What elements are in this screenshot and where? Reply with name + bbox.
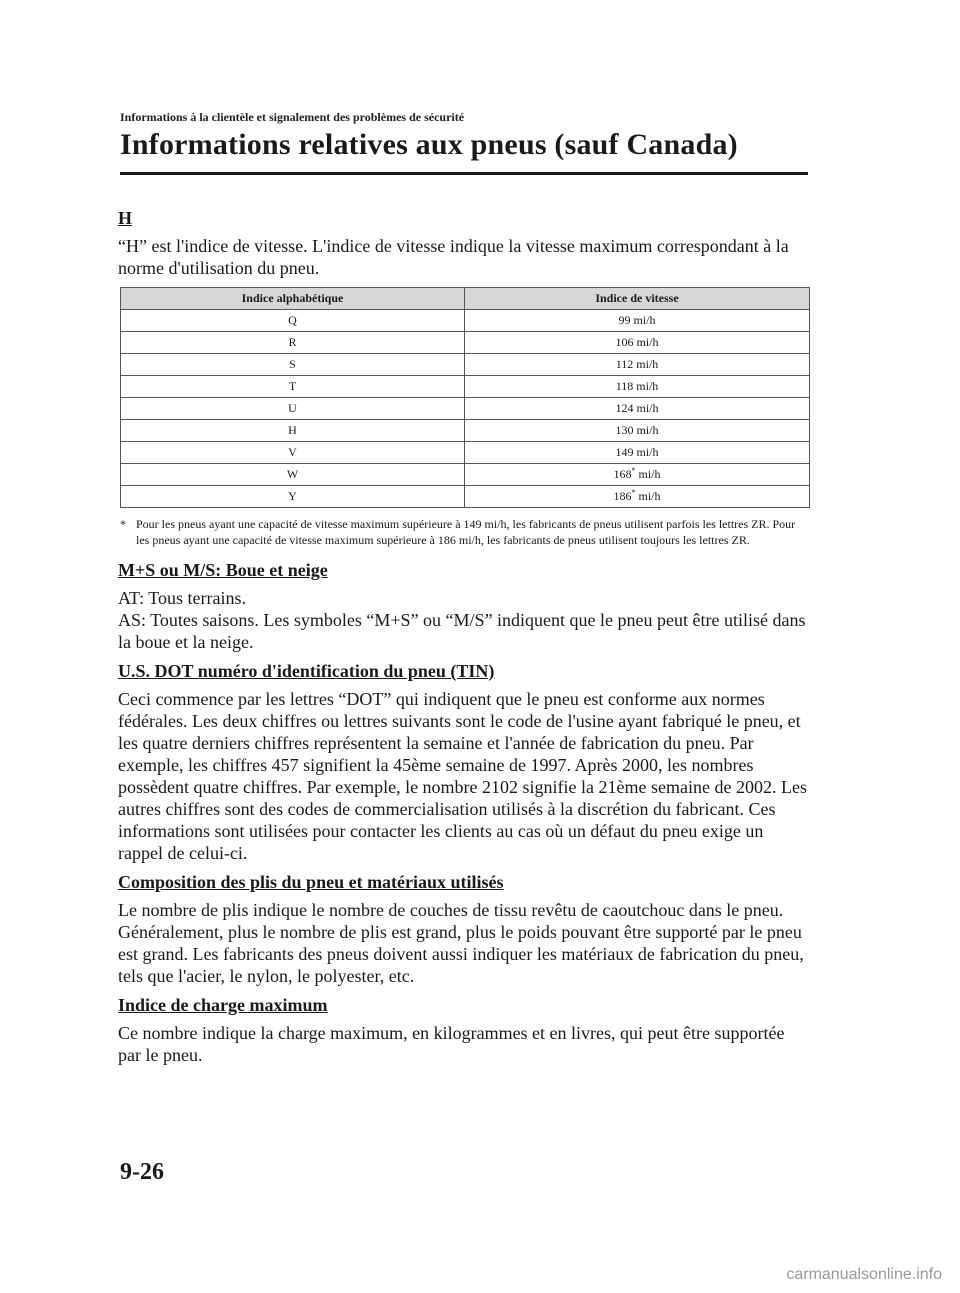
- table-row: [121, 376, 810, 398]
- table-row: [121, 442, 810, 464]
- page-content: [118, 208, 808, 1074]
- table-row: [121, 332, 810, 354]
- table-cell-speed: 149 mi/h: [465, 442, 810, 464]
- speed-value: 186: [613, 489, 632, 503]
- mud-snow-heading: M+S ou M/S: Boue et neige: [118, 560, 328, 580]
- speed-rating-heading: H: [118, 208, 133, 228]
- table-cell-letter: U: [121, 398, 465, 420]
- plies-heading: Composition des plis du pneu et matériaux utilisés: [118, 872, 504, 892]
- table-cell-speed: [465, 464, 810, 486]
- table-cell-letter: Y: [121, 486, 465, 508]
- table-cell-speed: 124 mi/h: [465, 398, 810, 420]
- table-row: [121, 354, 810, 376]
- table-cell-speed: 118 mi/h: [465, 376, 810, 398]
- table-footnote: [118, 516, 808, 548]
- mud-snow-line-at: AT: Tous terrains.: [118, 588, 246, 608]
- table-cell-letter: T: [121, 376, 465, 398]
- site-watermark: carmanualsonline.info: [786, 1266, 942, 1283]
- title-divider: [120, 172, 808, 175]
- table-row: [121, 486, 810, 508]
- table-header-row: [121, 288, 810, 310]
- speed-unit: mi/h: [635, 489, 661, 503]
- tin-text: Ceci commence par les lettres “DOT” qui indiquent que le pneu est conforme aux normes fédérales. Les deux chiffres ou lettres suivants sont le code de l'usine ayant fabriqué le pneu, et les quatre derniers chiffres représentent la semaine et l'année de fabrication du pneu. Par exemple, les chiffres 457 signifient la 45ème semaine de 1997. Après 2000, les nombres possèdent quatre chiffres. Par exemple, le nombre 2102 signifie la 21ème semaine de 2002. Les autres chiffres sont des codes de commercialisation utilisés à la discrétion du fabricant. Ces informations sont utilisées pour contacter les clients au cas où un défaut du pneu exige un rappel de celui-ci.: [118, 689, 807, 863]
- speed-value: 168: [613, 467, 632, 481]
- table-row: [121, 310, 810, 332]
- table-header-speed: Indice de vitesse: [465, 288, 810, 310]
- table-cell-letter: W: [121, 464, 465, 486]
- section-kicker: Informations à la clientèle et signalement des problèmes de sécurité: [120, 110, 465, 124]
- table-cell-letter: H: [121, 420, 465, 442]
- max-load-heading: Indice de charge maximum: [118, 995, 328, 1015]
- table-cell-letter: R: [121, 332, 465, 354]
- footnote-marker: *: [631, 466, 636, 475]
- page-title: Informations relatives aux pneus (sauf Canada): [120, 128, 738, 161]
- tin-heading: U.S. DOT numéro d'identification du pneu (TIN): [118, 661, 495, 681]
- footnote-marker: *: [631, 488, 636, 497]
- table-header-letter: Indice alphabétique: [121, 288, 465, 310]
- footnote-text: Pour les pneus ayant une capacité de vitesse maximum supérieure à 149 mi/h, les fabricants de pneus utilisent parfois les lettres ZR. Pour les pneus ayant une capacité de vitesse maximum supérieure à 186 mi/h, les fabricants de pneus utilisent toujours les lettres ZR.: [136, 517, 796, 547]
- table-cell-letter: Q: [121, 310, 465, 332]
- table-cell-speed: 112 mi/h: [465, 354, 810, 376]
- page-number: 9-26: [120, 1159, 164, 1185]
- plies-text: Le nombre de plis indique le nombre de couches de tissu revêtu de caoutchouc dans le pneu. Généralement, plus le nombre de plis est grand, plus le poids pouvant être supporté par le pneu est grand. Les fabricants des pneus doivent aussi indiquer les matériaux de fabrication du pneu, tels que l'acier, le nylon, le polyester, etc.: [118, 900, 804, 986]
- table-row: [121, 464, 810, 486]
- footnote-star: *: [120, 517, 126, 531]
- table-row: [121, 398, 810, 420]
- table-cell-speed: 99 mi/h: [465, 310, 810, 332]
- table-cell-letter: S: [121, 354, 465, 376]
- speed-rating-text: “H” est l'indice de vitesse. L'indice de vitesse indique la vitesse maximum correspondant à la norme d'utilisation du pneu.: [118, 236, 789, 278]
- mud-snow-line-as: AS: Toutes saisons. Les symboles “M+S” ou “M/S” indiquent que le pneu peut être utilisé dans la boue et la neige.: [118, 610, 806, 652]
- table-cell-speed: 106 mi/h: [465, 332, 810, 354]
- table-cell-speed: [465, 486, 810, 508]
- speed-rating-table: [120, 287, 810, 508]
- max-load-text: Ce nombre indique la charge maximum, en kilogrammes et en livres, qui peut être supportée par le pneu.: [118, 1023, 785, 1065]
- table-cell-letter: V: [121, 442, 465, 464]
- table-cell-speed: 130 mi/h: [465, 420, 810, 442]
- speed-unit: mi/h: [635, 467, 661, 481]
- table-row: [121, 420, 810, 442]
